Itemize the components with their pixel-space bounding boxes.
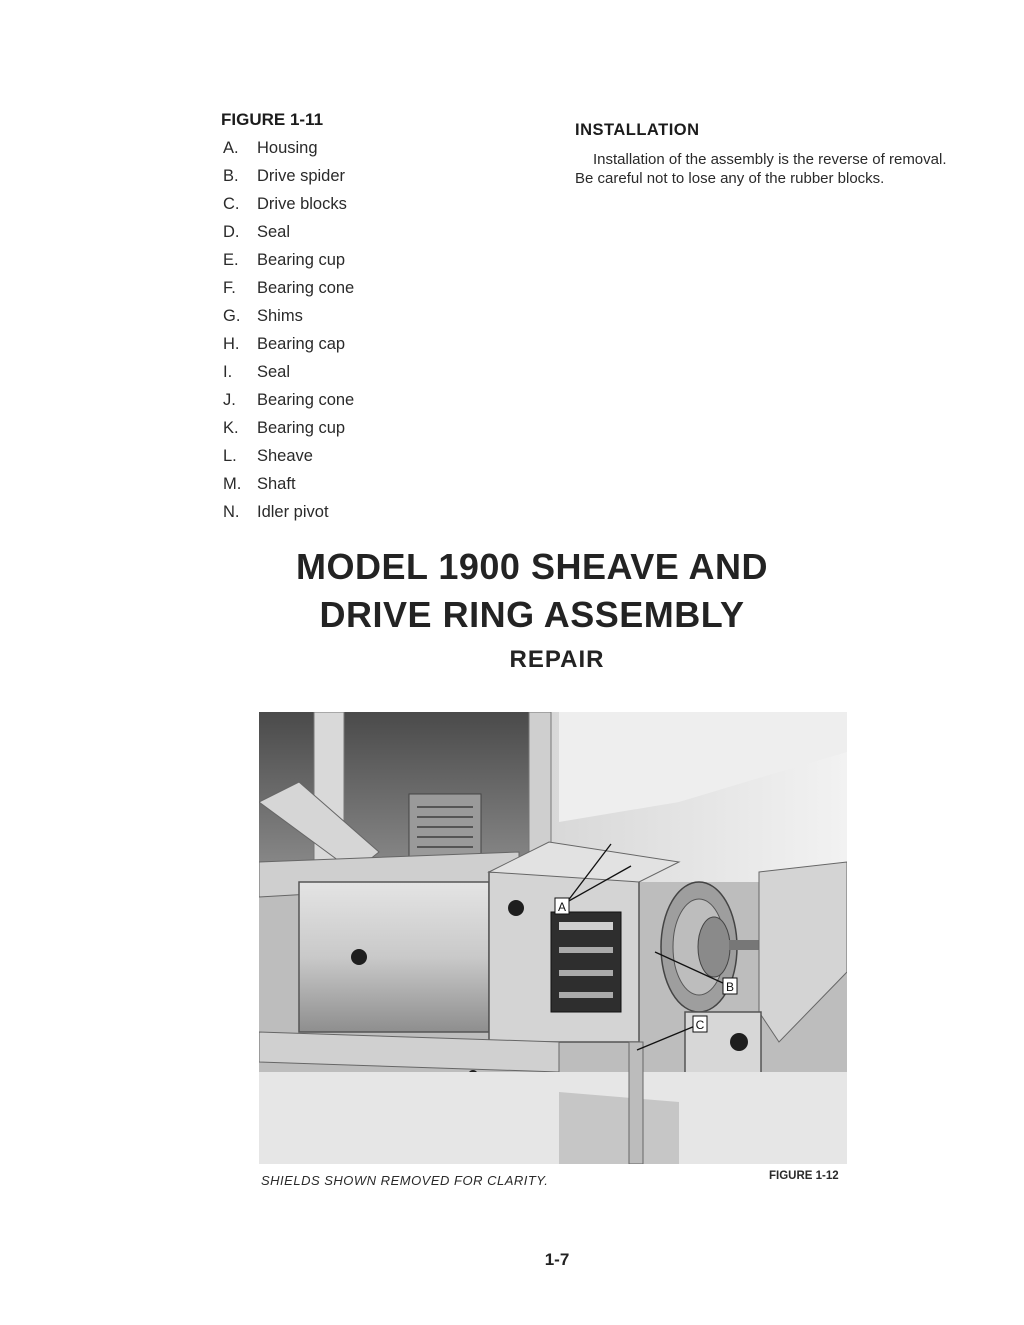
legend-label: Seal — [257, 223, 291, 241]
legend-item — [223, 334, 354, 362]
legend-label: Idler pivot — [257, 503, 329, 521]
legend-item — [223, 390, 354, 418]
legend-label: Bearing cup — [257, 251, 346, 269]
legend-item — [223, 166, 354, 194]
callout-b: B — [725, 980, 735, 994]
legend-letter: C. — [223, 195, 240, 213]
legend-item — [223, 278, 354, 306]
legend-letter: A. — [223, 139, 239, 157]
legend-item — [223, 250, 354, 278]
legend-label: Seal — [257, 363, 291, 381]
legend-label: Bearing cone — [257, 391, 355, 409]
legend-item — [223, 362, 354, 390]
legend-item — [223, 418, 354, 446]
sheave-assembly-photo — [259, 712, 847, 1164]
callout-c: C — [695, 1018, 705, 1032]
page-title-line-2: DRIVE RING ASSEMBLY — [319, 594, 745, 635]
legend-letter: K. — [223, 419, 239, 437]
photo-caption: SHIELDS SHOWN REMOVED FOR CLARITY. — [261, 1173, 549, 1188]
legend-item — [223, 138, 354, 166]
legend-letter: J. — [223, 391, 236, 409]
legend-label: Drive blocks — [257, 195, 347, 213]
legend-letter: I. — [223, 363, 233, 381]
legend-label: Shims — [257, 307, 303, 325]
legend-label: Sheave — [257, 447, 313, 465]
legend-item — [223, 222, 354, 250]
figure-1-11-heading: FIGURE 1-11 — [221, 110, 324, 129]
page-title-line-1: MODEL 1900 SHEAVE AND — [296, 546, 768, 587]
legend-letter: N. — [223, 503, 240, 521]
legend-item — [223, 306, 354, 334]
installation-body: Installation of the assembly is the reverse of removal. Be careful not to lose any of the rubber blocks. — [575, 151, 947, 187]
legend-letter: M. — [223, 475, 242, 493]
figure-1-12-label: FIGURE 1-12 — [769, 1170, 839, 1182]
callout-a: A — [557, 900, 567, 914]
parts-legend — [223, 138, 354, 530]
legend-label: Bearing cap — [257, 335, 346, 353]
legend-letter: B. — [223, 167, 239, 185]
legend-item — [223, 446, 354, 474]
legend-item — [223, 502, 354, 530]
legend-letter: E. — [223, 251, 239, 269]
legend-letter: L. — [223, 447, 237, 465]
installation-heading: INSTALLATION — [575, 121, 700, 139]
legend-label: Bearing cup — [257, 419, 346, 437]
legend-label: Drive spider — [257, 167, 346, 185]
legend-label: Bearing cone — [257, 279, 355, 297]
legend-letter: F. — [223, 279, 236, 297]
legend-label: Shaft — [257, 475, 296, 493]
legend-letter: D. — [223, 223, 240, 241]
page-number: 1-7 — [544, 1250, 570, 1269]
legend-letter: H. — [223, 335, 240, 353]
legend-item — [223, 474, 354, 502]
legend-letter: G. — [223, 307, 241, 325]
page-subtitle: REPAIR — [509, 646, 605, 673]
legend-label: Housing — [257, 139, 318, 157]
housing-body — [299, 882, 489, 1032]
legend-item — [223, 194, 354, 222]
